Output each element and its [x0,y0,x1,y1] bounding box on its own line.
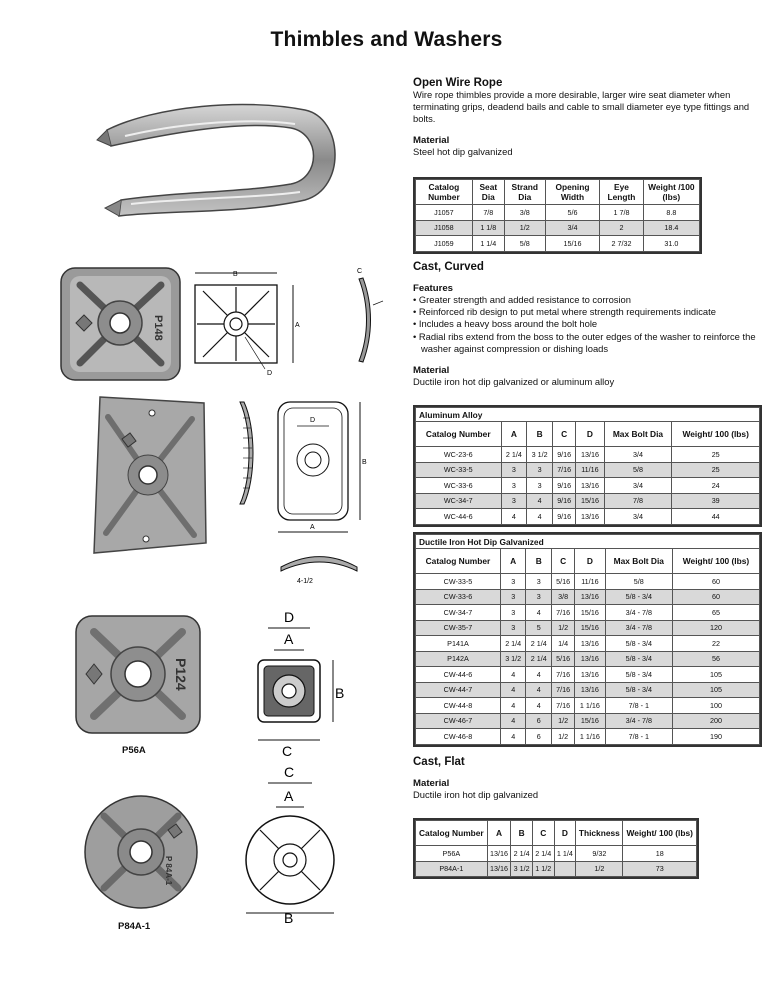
table-cell: 39 [672,493,760,509]
table-cell: 5/8 - 3/4 [605,667,672,683]
material-heading: Material [413,134,450,146]
table-cell: 13/16 [575,651,605,667]
table-cell: 1 1/4 [472,236,504,252]
column-header: Weight/ 100 (lbs) [672,549,759,574]
table-cell: 15/16 [575,713,605,729]
marking-p124: P124 [173,658,189,691]
table-cell: 15/16 [545,236,600,252]
table-cell: 3 [527,462,553,478]
column-header: A [500,549,526,574]
table-row [416,478,760,494]
table-cell: 13/16 [575,682,605,698]
table-cell: P84A-1 [416,861,488,877]
table-cell: 2 [600,220,643,236]
table-cell: 13/16 [576,478,604,494]
table-cell: 1 1/16 [575,698,605,714]
flat-table [415,820,697,877]
marking-p148: P148 [152,315,164,341]
dim-c-label: C [357,268,363,275]
table-cell: 7/16 [552,682,575,698]
table-cell: 3/4 [545,220,600,236]
table-cell: 7/8 - 1 [605,729,672,745]
column-header: B [526,549,552,574]
p56a-dim-c: C [282,743,293,759]
curved-square-washer-photo [58,265,183,383]
table-cell: 3 [500,574,526,590]
table-cell: 4 [500,667,526,683]
table-cell: 4 [500,713,526,729]
table-cell: 15/16 [575,620,605,636]
table-cell: CW-33-6 [416,589,501,605]
column-header: Max Bolt Dia [605,549,672,574]
table-cell: WC-23-6 [416,447,502,463]
open-wire-rope-heading: Open Wire Rope [413,77,503,89]
column-header: D [575,549,605,574]
cast-flat-heading: Cast, Flat [413,756,465,768]
p56a-washer-photo [72,612,204,737]
p84a-washer-drawing [238,765,343,925]
aluminum-table [415,407,760,525]
table-cell: 4 [526,698,552,714]
flat-material-heading: Material [413,778,450,789]
column-header: C [553,422,576,447]
table-cell: 3/4 [604,509,672,525]
table-cell: 5/16 [552,651,575,667]
features-heading: Features [413,283,453,294]
table-cell: 9/16 [553,478,576,494]
table-cell: 2 1/4 [532,846,554,862]
table-cell: WC-44-6 [416,509,502,525]
table-cell: 13/16 [575,636,605,652]
cast-curved-section [413,261,761,388]
curved-profile-drawing [345,265,385,375]
wire-rope-thimble-photo [95,88,350,223]
column-header: Catalog Number [416,821,488,846]
table-cell: 4 [527,493,553,509]
table-cell: 18.4 [643,220,699,236]
table-cell: 200 [672,713,759,729]
table-cell: 3/4 - 7/8 [605,713,672,729]
table-cell: 3/4 - 7/8 [605,605,672,621]
table-cell: 1 7/8 [600,205,643,221]
table-cell: 65 [672,605,759,621]
table-cell: 4 [526,605,552,621]
table-row [416,861,697,877]
column-header: D [576,422,604,447]
table-cell: 13/16 [575,667,605,683]
curved-material-text: Ductile iron hot dip galvanized or aluminum alloy [413,376,615,388]
table-cell: 190 [672,729,759,745]
table-row [416,620,760,636]
p84a-washer-photo [82,790,200,915]
open-wire-rope-description: Wire rope thimbles provide a more desirable, larger wire seat diameter when terminating grips, deadend bails and cable to small diameter eye type fittings and bolts. [413,89,750,125]
curved-material-heading: Material [413,365,450,377]
table-cell: 1 1/8 [472,220,504,236]
page-title: Thimbles and Washers [270,28,503,51]
p56a-dim-d: D [284,610,295,625]
column-header: Max Bolt Dia [604,422,672,447]
column-header: Strand Dia [504,180,545,205]
dim-curve-label: 4-1/2 [297,578,313,585]
table-cell: 7/16 [553,462,576,478]
table-cell: 13/16 [576,447,604,463]
table-cell: 60 [672,574,759,590]
table-cell: 1 1/16 [575,729,605,745]
table-cell: CW-35-7 [416,620,501,636]
p84a-dim-c: C [284,765,295,780]
table-cell: 1/2 [552,729,575,745]
table-cell: CW-46-7 [416,713,501,729]
table-cell: 3 [500,589,526,605]
table-cell: J1058 [416,220,473,236]
table-cell: 6 [526,729,552,745]
table-row [416,729,760,745]
table-cell: 105 [672,667,759,683]
table-row [416,236,700,252]
table-cell: 7/16 [552,667,575,683]
table-cell: 5/8 [604,462,672,478]
feature-item: • Greater strength and added resistance to corrosion [413,294,631,305]
table-row [416,574,760,590]
table-cell: 1 1/4 [554,846,576,862]
table-cell: 2 1/4 [526,636,552,652]
table-cell: 9/32 [576,846,623,862]
table-cell: 4 [527,509,553,525]
table-cell: 44 [672,509,760,525]
table-cell: 3 [527,478,553,494]
column-header: B [527,422,553,447]
table-row [416,698,760,714]
table-row [416,589,760,605]
column-header: Thickness [576,821,623,846]
table-cell: 56 [672,651,759,667]
table-cell: 5/8 [504,236,545,252]
table-cell: 3 [500,605,526,621]
column-header: Catalog Number [416,549,501,574]
table-cell: 4 [526,682,552,698]
p84a-caption: P84A-1 [118,921,151,932]
table-cell: 3/8 [552,589,575,605]
p56a-dim-b: B [335,685,345,701]
table-cell: CW-44-6 [416,667,501,683]
table-row [416,509,760,525]
feature-item: • Radial ribs extend from the boss to the outer edges of the washer to reinforce the washer against compression or dishing loads [413,330,756,354]
table-cell: P56A [416,846,488,862]
table-cell: 3 1/2 [527,447,553,463]
p56a-washer-drawing [238,610,358,760]
column-header: Catalog Number [416,422,502,447]
table-cell: WC-33-6 [416,478,502,494]
table-cell: 73 [623,861,697,877]
marking-p84a: P 84A-1 [164,856,173,886]
table-cell: 5 [526,620,552,636]
table-cell: 3/4 [604,478,672,494]
thimble-table-box [413,177,702,254]
feature-item: • Reinforced rib design to put metal where strength requirements indicate [413,306,716,318]
table-row [416,713,760,729]
table-cell: 5/16 [552,574,575,590]
table-cell: 1/2 [552,620,575,636]
table-cell: CW-44-8 [416,698,501,714]
column-header: Catalog Number [416,180,473,205]
p84a-dim-a: A [284,788,294,804]
table-cell: 25 [672,447,760,463]
table-cell: 13/16 [487,861,511,877]
table-cell: 3/4 [604,447,672,463]
dim-a-label: A [295,322,300,329]
material-text: Steel hot dip galvanized [413,145,513,157]
table-cell: CW-34-7 [416,605,501,621]
table-row [416,493,760,509]
table-cell: 7/16 [552,698,575,714]
flat-table-box [413,818,699,879]
table-cell: 13/16 [575,589,605,605]
table-cell: 4 [500,682,526,698]
table-row [416,220,700,236]
table-cell: 7/16 [552,605,575,621]
open-wire-rope-section [413,77,761,158]
table-cell: 1/2 [504,220,545,236]
table-cell: 5/8 - 3/4 [605,682,672,698]
table-cell: 120 [672,620,759,636]
table-cell: 11/16 [575,574,605,590]
table-cell: 4 [500,698,526,714]
column-header: C [552,549,575,574]
table-cell: 3 [526,589,552,605]
table-cell: 1 1/2 [532,861,554,877]
aluminum-table-box [413,405,762,527]
table-cell: CW-33-5 [416,574,501,590]
table-cell: 15/16 [576,493,604,509]
table-cell: 1/4 [552,636,575,652]
column-header: Seat Dia [472,180,504,205]
aluminum-caption: Aluminum Alloy [416,408,760,422]
table-row [416,605,760,621]
table-cell: 5/8 - 3/4 [605,651,672,667]
table-cell: 3 [500,620,526,636]
features-list [413,294,761,355]
rect-dim-b-label: B [362,459,367,466]
table-cell: 31.0 [643,236,699,252]
table-cell [554,861,576,877]
ductile-table [415,534,760,745]
cast-curved-heading: Cast, Curved [413,261,484,273]
table-cell: 3 1/2 [511,861,533,877]
column-header: A [487,821,511,846]
table-cell: 5/8 - 3/4 [605,589,672,605]
table-cell: 7/8 [604,493,672,509]
rectangular-washer-drawing [270,398,370,540]
table-cell: 5/8 - 3/4 [605,636,672,652]
table-cell: 5/6 [545,205,600,221]
rect-dim-a-label: A [310,524,315,531]
table-row [416,682,760,698]
thimble-table [415,179,700,252]
table-cell: WC-34-7 [416,493,502,509]
table-cell: 9/16 [553,447,576,463]
table-cell: 7/8 [472,205,504,221]
table-cell: 2 1/4 [500,636,526,652]
cast-flat-section [413,756,761,801]
table-cell: 3/4 - 7/8 [605,620,672,636]
table-cell: 5/8 [605,574,672,590]
column-header: Weight /100 (lbs) [643,180,699,205]
rect-dim-d-label: D [310,417,316,424]
table-cell: 105 [672,682,759,698]
table-cell: 13/16 [487,846,511,862]
column-header: B [511,821,533,846]
table-cell: 24 [672,478,760,494]
table-row [416,462,760,478]
p84a-dim-b: B [284,910,294,925]
table-cell: 15/16 [575,605,605,621]
ductile-table-box [413,532,762,747]
table-cell: 4 [500,729,526,745]
column-header: Opening Width [545,180,600,205]
column-header: D [554,821,576,846]
table-row [416,846,697,862]
table-cell: 22 [672,636,759,652]
feature-item: • Includes a heavy boss around the bolt hole [413,318,598,330]
table-row [416,205,700,221]
table-cell: 11/16 [576,462,604,478]
table-cell: 2 1/4 [511,846,533,862]
rectangular-side-profile [232,398,260,508]
table-cell: 3 [501,462,527,478]
table-cell: 7/8 - 1 [605,698,672,714]
table-cell: 4 [526,667,552,683]
table-cell: 9/16 [553,509,576,525]
table-cell: 2 7/32 [600,236,643,252]
table-cell: 2 1/4 [526,651,552,667]
curved-arc-drawing [277,545,362,585]
table-cell: 1/2 [552,713,575,729]
table-cell: 18 [623,846,697,862]
table-cell: P142A [416,651,501,667]
table-cell: P141A [416,636,501,652]
table-cell: CW-46-8 [416,729,501,745]
dim-b-label: B [233,271,238,278]
table-cell: 2 1/4 [501,447,527,463]
p56a-dim-a: A [284,631,294,647]
table-cell: 3/8 [504,205,545,221]
table-row [416,667,760,683]
table-cell: 6 [526,713,552,729]
dim-d-label: D [267,370,273,377]
column-header: Eye Length [600,180,643,205]
table-cell: 9/16 [553,493,576,509]
table-cell: 4 [501,509,527,525]
table-row [416,636,760,652]
table-cell: CW-44-7 [416,682,501,698]
table-row [416,447,760,463]
table-cell: 25 [672,462,760,478]
table-cell: 13/16 [576,509,604,525]
table-cell: J1059 [416,236,473,252]
ductile-caption: Ductile Iron Hot Dip Galvanized [416,535,760,549]
flat-material-text: Ductile iron hot dip galvanized [413,789,539,800]
table-cell: 8.8 [643,205,699,221]
column-header: C [532,821,554,846]
table-cell: 3 [501,478,527,494]
table-cell: 3 [526,574,552,590]
table-cell: 60 [672,589,759,605]
column-header: A [501,422,527,447]
curved-square-washer-drawing [185,265,315,377]
table-cell: 100 [672,698,759,714]
table-cell: J1057 [416,205,473,221]
column-header: Weight/ 100 (lbs) [623,821,697,846]
table-cell: WC-33-5 [416,462,502,478]
curved-rectangular-washer-photo [82,393,212,558]
table-cell: 1/2 [576,861,623,877]
table-cell: 3 [501,493,527,509]
column-header: Weight/ 100 (lbs) [672,422,760,447]
table-cell: 3 1/2 [500,651,526,667]
table-row [416,651,760,667]
p56a-caption: P56A [122,745,146,756]
